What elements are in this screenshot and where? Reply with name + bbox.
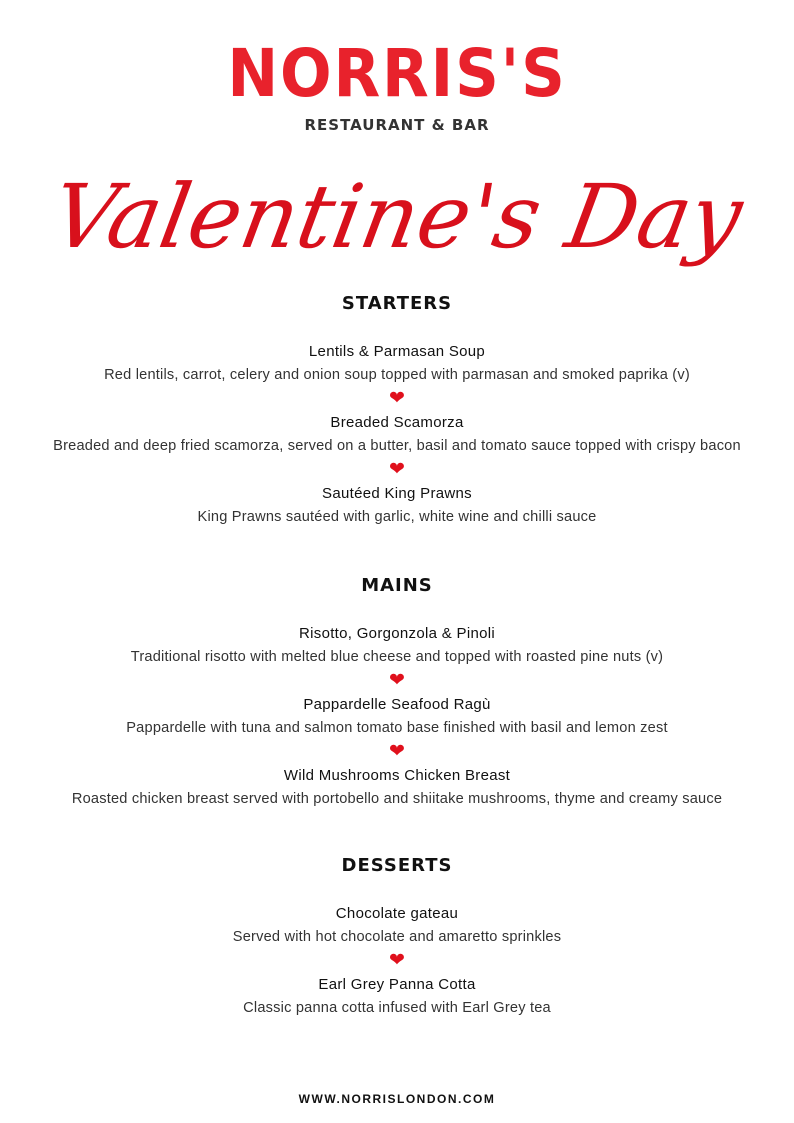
- dish-name: Chocolate gateau: [335, 905, 459, 922]
- dish-name: Breaded Scamorza: [330, 414, 464, 432]
- brand-subtitle: RESTAURANT & BAR: [304, 116, 490, 134]
- brand-logo: NORRIS'S: [227, 35, 567, 112]
- dish-description: Red lentils, carrot, celery and onion soup topped with parmasan and smoked paprika (v): [104, 366, 690, 383]
- dish-description: King Prawns sautéed with garlic, white wine and chilli sauce: [197, 508, 597, 525]
- page-title: Valentine's Day: [44, 165, 750, 268]
- dish-name: Earl Grey Panna Cotta: [318, 976, 476, 994]
- section-title: STARTERS: [341, 293, 453, 314]
- dish-name: Risotto, Gorgonzola & Pinoli: [299, 625, 495, 642]
- website-link[interactable]: WWW.NORRISLONDON.COM: [298, 1092, 496, 1106]
- dish-name: Wild Mushrooms Chicken Breast: [283, 767, 511, 785]
- dish-description: Traditional risotto with melted blue cheese and topped with roasted pine nuts (v): [130, 648, 664, 665]
- dish-name: Sautéed King Prawns: [322, 485, 472, 503]
- section-title: MAINS: [361, 575, 433, 596]
- dish-name: Lentils & Parmasan Soup: [308, 343, 486, 360]
- menu-section-starters: [0, 292, 794, 530]
- dish-description: Roasted chicken breast served with portobello and shiitake mushrooms, thyme and creamy sauce: [71, 790, 723, 807]
- heart-icon: ❤: [389, 388, 405, 410]
- heart-icon: ❤: [389, 670, 405, 692]
- dish-description: Pappardelle with tuna and salmon tomato base finished with basil and lemon zest: [126, 719, 668, 736]
- heart-icon: ❤: [389, 741, 405, 763]
- menu-section-mains: [0, 574, 794, 812]
- dish-name: Pappardelle Seafood Ragù: [303, 696, 491, 714]
- dish-description: Breaded and deep fried scamorza, served on a butter, basil and tomato sauce topped with crispy bacon: [53, 437, 741, 454]
- section-title: DESSERTS: [341, 855, 453, 876]
- dish-description: Classic panna cotta infused with Earl Grey tea: [243, 999, 551, 1016]
- dish-description: Served with hot chocolate and amaretto sprinkles: [232, 928, 562, 945]
- heart-icon: ❤: [389, 459, 405, 481]
- menu-section-desserts: [0, 854, 794, 1020]
- heart-icon: ❤: [389, 950, 405, 972]
